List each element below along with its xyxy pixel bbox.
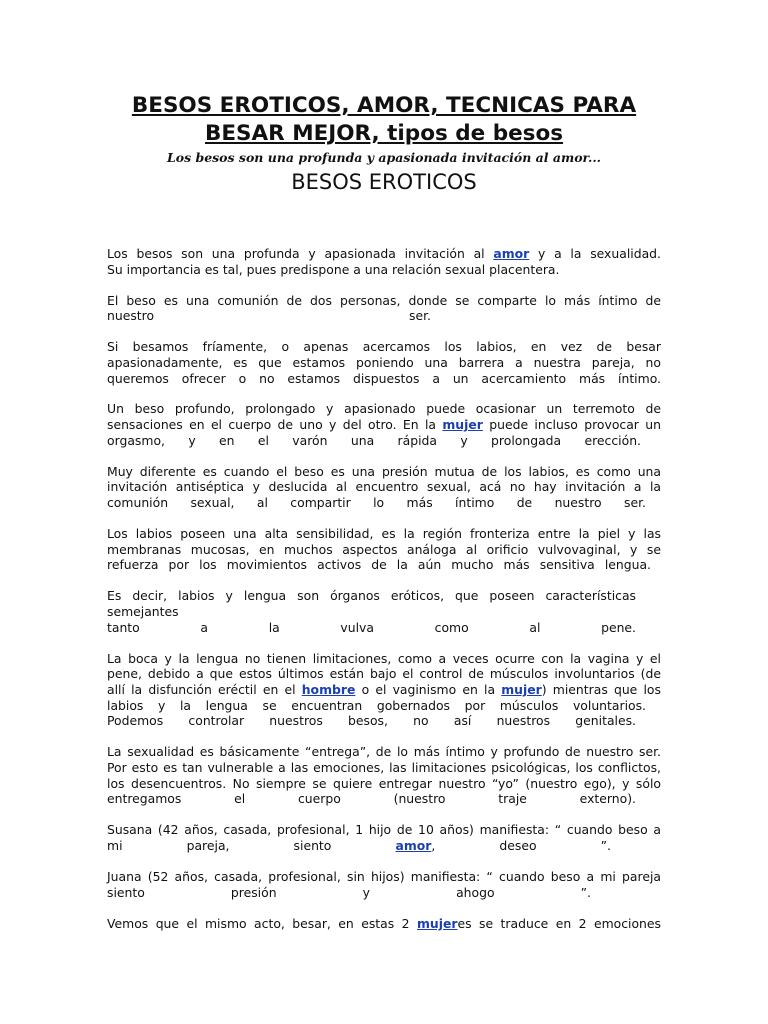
- line: labios y la lengua se encuentran gobernados por músculos voluntarios.: [107, 697, 646, 713]
- text: sensaciones en el cuerpo de uno y del otro. En la: [107, 417, 437, 433]
- paragraph-9: [107, 744, 661, 807]
- page-title: [80, 92, 688, 148]
- line: comunión sexual, al compartir lo más íntimo de nuestro ser.: [107, 495, 646, 511]
- line: Muy diferente es cuando el beso es una presión mutua de los labios, es como una: [107, 463, 661, 479]
- paragraph-7: [107, 588, 661, 635]
- line: [107, 838, 661, 854]
- text: puede incluso provocar un: [489, 417, 661, 433]
- line: La sexualidad es básicamente “entrega”, de lo más íntimo y profundo de nuestro ser.: [107, 744, 661, 760]
- title-line-1: BESOS EROTICOS, AMOR, TECNICAS PARA: [131, 93, 637, 118]
- paragraph-4: [107, 401, 661, 448]
- section-heading: BESOS EROTICOS: [291, 170, 477, 194]
- paragraph-5: [107, 464, 661, 511]
- title-line-2: BESAR MEJOR, tipos de besos: [204, 121, 564, 146]
- line: Un beso profundo, prolongado y apasionado puede ocasionar un terremoto de: [107, 401, 661, 417]
- line: membranas mucosas, en muchos aspectos análoga al orificio vulvovaginal, y se: [107, 541, 661, 557]
- line: Si besamos fríamente, o apenas acercamos los labios, en vez de besar: [107, 339, 661, 355]
- line: [107, 246, 661, 262]
- text: nuestro ser.: [107, 308, 431, 324]
- link-amor[interactable]: amor: [493, 246, 530, 261]
- paragraph-6: [107, 526, 661, 573]
- text: Vemos que el mismo acto, besar, en estas 2: [107, 915, 410, 931]
- line: Los labios poseen una alta sensibilidad, es la región fronteriza entre la piel y las: [107, 526, 661, 542]
- paragraph-3: [107, 339, 661, 386]
- line: Por esto es tan vulnerable a las emociones, las limitaciones psicológicas, los conflictos,: [107, 760, 661, 776]
- link-mujer[interactable]: mujer: [501, 682, 542, 698]
- line: refuerza por los movimientos activos de la aún mucho más sensitiva lengua.: [107, 557, 651, 573]
- subtitle: Los besos son una profunda y apasionada invitación al amor...: [166, 150, 602, 165]
- line: [107, 682, 661, 698]
- link-amor[interactable]: amor: [395, 838, 432, 854]
- text: Los besos son una profunda y apasionada invitación al: [107, 246, 485, 261]
- line: [107, 417, 661, 433]
- text: mi pareja, siento: [107, 838, 332, 854]
- line: Es decir, labios y lengua son órganos eróticos, que poseen características semejantes: [107, 588, 636, 620]
- line: Su importancia es tal, pues predispone a una relación sexual placentera.: [107, 261, 560, 277]
- line: siento presión y ahogo ”.: [107, 884, 591, 900]
- text: ) mientras que los: [541, 682, 661, 698]
- paragraph-1: [107, 246, 661, 277]
- link-mujer[interactable]: mujer: [442, 417, 483, 433]
- paragraph-8: [107, 651, 661, 730]
- text: es se traduce en 2 emociones: [457, 915, 661, 931]
- line: queremos ofrecer o no estamos dispuestos a un acercamiento más íntimo.: [107, 370, 661, 386]
- paragraph-10: [107, 822, 661, 853]
- text: , deseo ”.: [431, 838, 611, 854]
- paragraph-2: [107, 293, 661, 324]
- line: apasionadamente, es que estamos poniendo una barrera a nuestra pareja, no: [107, 354, 661, 370]
- line: [107, 916, 661, 932]
- text: y a la sexualidad.: [538, 246, 661, 261]
- line: entregamos el cuerpo (nuestro traje externo).: [107, 791, 636, 807]
- link-hombre[interactable]: hombre: [301, 682, 356, 698]
- article-body: [107, 246, 661, 946]
- line: pene, debido a que estos últimos están bajo el control de músculos involuntarios (de: [107, 666, 661, 682]
- paragraph-11: [107, 869, 661, 900]
- line: [107, 308, 661, 324]
- text: o el vaginismo en la: [361, 682, 496, 698]
- text: allí la disfunción eréctil en el: [107, 682, 296, 698]
- line: los desencuentros. No siempre se quiere entregar nuestro “yo” (nuestro ego), y sólo: [107, 775, 661, 791]
- link-mujer[interactable]: mujer: [417, 915, 458, 931]
- paragraph-12: [107, 916, 661, 932]
- line: invitación antiséptica y deslucida al encuentro sexual, acá no hay invitación a la: [107, 479, 661, 495]
- line: El beso es una comunión de dos personas, donde se comparte lo más íntimo de: [107, 292, 661, 308]
- line: orgasmo, y en el varón una rápida y prolongada erección.: [107, 432, 641, 448]
- line: tanto a la vulva como al pene.: [107, 619, 636, 635]
- line: La boca y la lengua no tienen limitaciones, como a veces ocurre con la vagina y el: [107, 650, 661, 666]
- line: Juana (52 años, casada, profesional, sin hijos) manifiesta: “ cuando beso a mi pareja: [107, 868, 661, 884]
- line: Susana (42 años, casada, profesional, 1 hijo de 10 años) manifiesta: “ cuando beso a: [107, 822, 661, 838]
- line: Podemos controlar nuestros besos, no así nuestros genitales.: [107, 713, 636, 729]
